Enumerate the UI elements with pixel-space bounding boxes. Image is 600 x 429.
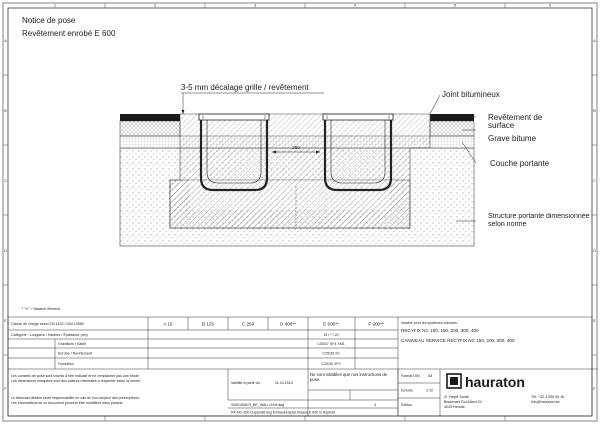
offset-label: 3-5 mm décalage grille / revêtement bbox=[181, 83, 309, 92]
system-line: CANIVEAU SERVICE RECYFIX NC 150, 200, 300, 400 bbox=[401, 338, 515, 343]
surface-asphalt-right bbox=[430, 114, 474, 121]
validity-date: 11.04.2024 bbox=[275, 381, 293, 385]
col-label: 4 bbox=[354, 3, 356, 8]
address-line: Zi. Heydt Santé bbox=[444, 395, 469, 399]
note-line: Les dimensions indiquées sont des valeurs minimales à respecter selon la norme. bbox=[11, 379, 142, 383]
row-label: E bbox=[593, 319, 596, 323]
callout-bitumen-joint: Joint bitumineux bbox=[442, 90, 500, 99]
row-value: C25/30 X0 bbox=[322, 351, 340, 356]
callout-base-course: Couche portante bbox=[490, 159, 550, 168]
load-class: B 125 bbox=[201, 321, 215, 327]
format-value: A4 bbox=[428, 374, 433, 378]
cross-section-drawing bbox=[22, 83, 593, 311]
note-line: Les conseils de pose sont fournis à titre indicatif et ne remplacent pas une étude. bbox=[11, 374, 140, 378]
address-line: 4040 Herstal bbox=[444, 405, 465, 409]
instructions-warning: Ne sont valables que nos instructions de pose. bbox=[310, 372, 388, 382]
email: info@hauraton.be bbox=[531, 400, 560, 404]
edition-label: Edition bbox=[401, 403, 412, 407]
row-label: Enrobé / Revêtement bbox=[58, 351, 92, 356]
load-class-label: Classe de charge selon EN 1433 / DIN 19580 bbox=[11, 322, 84, 326]
system-line: RECYFIX NC 100, 150, 200, 300, 400 bbox=[401, 328, 479, 333]
row-label: A bbox=[593, 39, 596, 43]
page-subtitle: Revêtement enrobé E 600 bbox=[22, 29, 116, 38]
row-label: D bbox=[4, 249, 7, 253]
row-label: Fondation bbox=[58, 362, 74, 366]
dimension-value: 250 bbox=[292, 145, 300, 150]
col-label: 3 bbox=[254, 3, 256, 8]
address-line: Boulevard Roi Albert 24 bbox=[444, 400, 482, 404]
row-label: C bbox=[4, 179, 7, 183]
bitumen-gravel-right bbox=[430, 121, 474, 136]
row-label: A bbox=[4, 39, 7, 43]
row-label: F bbox=[4, 387, 7, 391]
load-class: D 400** bbox=[280, 321, 296, 327]
format-label: Format DIN bbox=[401, 374, 420, 378]
col-label: 1 bbox=[54, 3, 56, 8]
bitumen-gravel-left bbox=[120, 121, 180, 136]
drawing-reference: RF-NC-300 Doppelstrang Einbaubeispiel Klasse E 600 in Asphalt bbox=[231, 410, 335, 415]
row-label: B bbox=[4, 109, 7, 113]
sheet-number: 4 bbox=[374, 403, 376, 407]
systems-label: Valable pour les systèmes suivants : bbox=[401, 321, 459, 325]
load-class: C 250 bbox=[241, 321, 255, 327]
row-label: E bbox=[4, 319, 7, 323]
scale-value: 1:10 bbox=[426, 388, 433, 393]
row-value: 15 / * / 20 bbox=[323, 333, 339, 337]
title-block-text bbox=[11, 321, 564, 415]
row-label: F bbox=[593, 387, 596, 391]
footnote: * "V" = Hauteur élément bbox=[22, 307, 61, 311]
page-title: Notice de pose bbox=[22, 16, 76, 25]
col-label: 2 bbox=[154, 3, 156, 8]
load-class: F 900** bbox=[368, 321, 384, 327]
col-label: 5 bbox=[454, 3, 456, 8]
logo-wordmark: hauraton bbox=[465, 374, 525, 390]
scale-label: Echelle bbox=[401, 388, 413, 393]
row-label: B bbox=[593, 109, 596, 113]
load-class-active: E 600** bbox=[323, 321, 339, 327]
row-label: D bbox=[593, 249, 596, 253]
note-line: Les informations de ce document peuvent être modifiées sans préavis. bbox=[11, 401, 124, 405]
phone: Tél: +32 4 256 95 16 bbox=[531, 395, 565, 399]
callout-bitumen-gravel: Grave bitume bbox=[488, 134, 537, 143]
document-number: 0000165623_BE_WALLO/Nl.dwg bbox=[231, 403, 285, 407]
row-label: Catégorie : Longueur / Hauteur / Épaisseur (cm) bbox=[11, 333, 88, 337]
col-label: 6 bbox=[549, 3, 551, 8]
note-line: Le fabricant décline toute responsabilité en cas de non-respect des prescriptions. bbox=[11, 396, 141, 400]
row-value: C30/37 XF4 XM1 bbox=[317, 342, 345, 346]
hauraton-logo bbox=[447, 374, 525, 390]
row-label: Gravillons / Sable bbox=[58, 342, 87, 346]
row-label: C bbox=[593, 179, 596, 183]
load-class: A 15 bbox=[163, 321, 173, 327]
surface-asphalt-left bbox=[120, 114, 180, 121]
callout-surface: Revêtement de surface bbox=[488, 113, 543, 130]
row-value: C25/30 XF0 bbox=[321, 362, 341, 366]
callout-structure: Structure portante dimensionnée selon norme bbox=[488, 213, 590, 229]
validity-label: Validité à partir du : bbox=[231, 381, 262, 385]
